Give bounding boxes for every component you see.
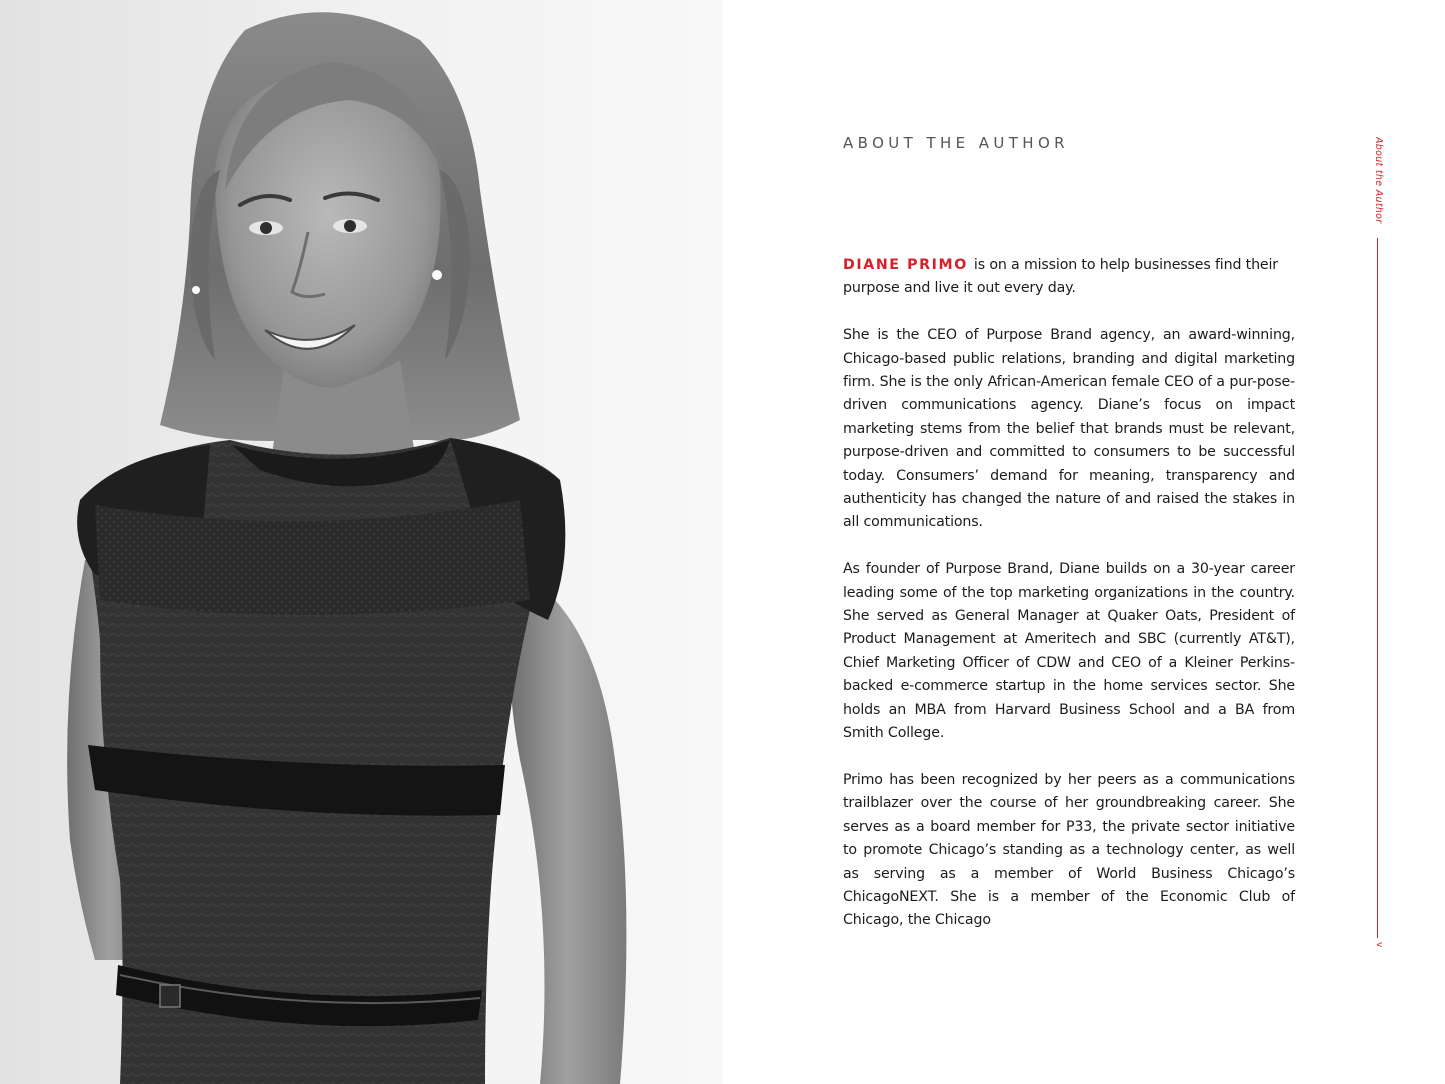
bio-intro-text: is on a mission to help businesses find their purpose and live it out every day.: [843, 257, 1278, 297]
page-number: v: [1374, 942, 1384, 948]
author-bio: [843, 254, 1295, 956]
bio-paragraph: She is the CEO of Purpose Brand agency, an award-winning, Chicago-based public relations, branding and digital marketing firm. She is the only African-American female CEO of a pur-pose-driven communications agency. Diane’s focus on impact marketing stems from the belief that brands must be relevant, purpose-driven and committed to consumers to be successful today. Consumers’ demand for meaning, transparency and authenticity has changed the nature of and raised the stakes in all communications.: [843, 327, 1295, 531]
section-title: ABOUT THE AUTHOR: [843, 134, 1070, 152]
author-name: DIANE PRIMO: [843, 257, 968, 273]
bio-paragraph: Primo has been recognized by her peers as a communications trailblazer over the course of her groundbreaking career. She serves as a board member for P33, the private sector initiative to promote Chicago’s standing as a technology center, as well as serving as a member of World Business Chicago’s ChicagoNEXT. She is a member of the Economic Club of Chicago, the Chicago: [843, 771, 1295, 929]
running-head: About the Author: [1373, 137, 1384, 224]
bio-paragraph: As founder of Purpose Brand, Diane builds on a 30-year career leading some of the top marketing organizations in the country. She served as General Manager at Quaker Oats, President of Product Management at Ameritech and SBC (currently AT&T), Chief Marketing Officer of CDW and CEO of a Kleiner Perkins-backed e-commerce startup in the home services sector. She holds an MBA from Harvard Business School and a BA from Smith College.: [843, 561, 1295, 742]
running-head-rule: [1377, 238, 1378, 938]
bio-paragraph: [843, 254, 1295, 301]
